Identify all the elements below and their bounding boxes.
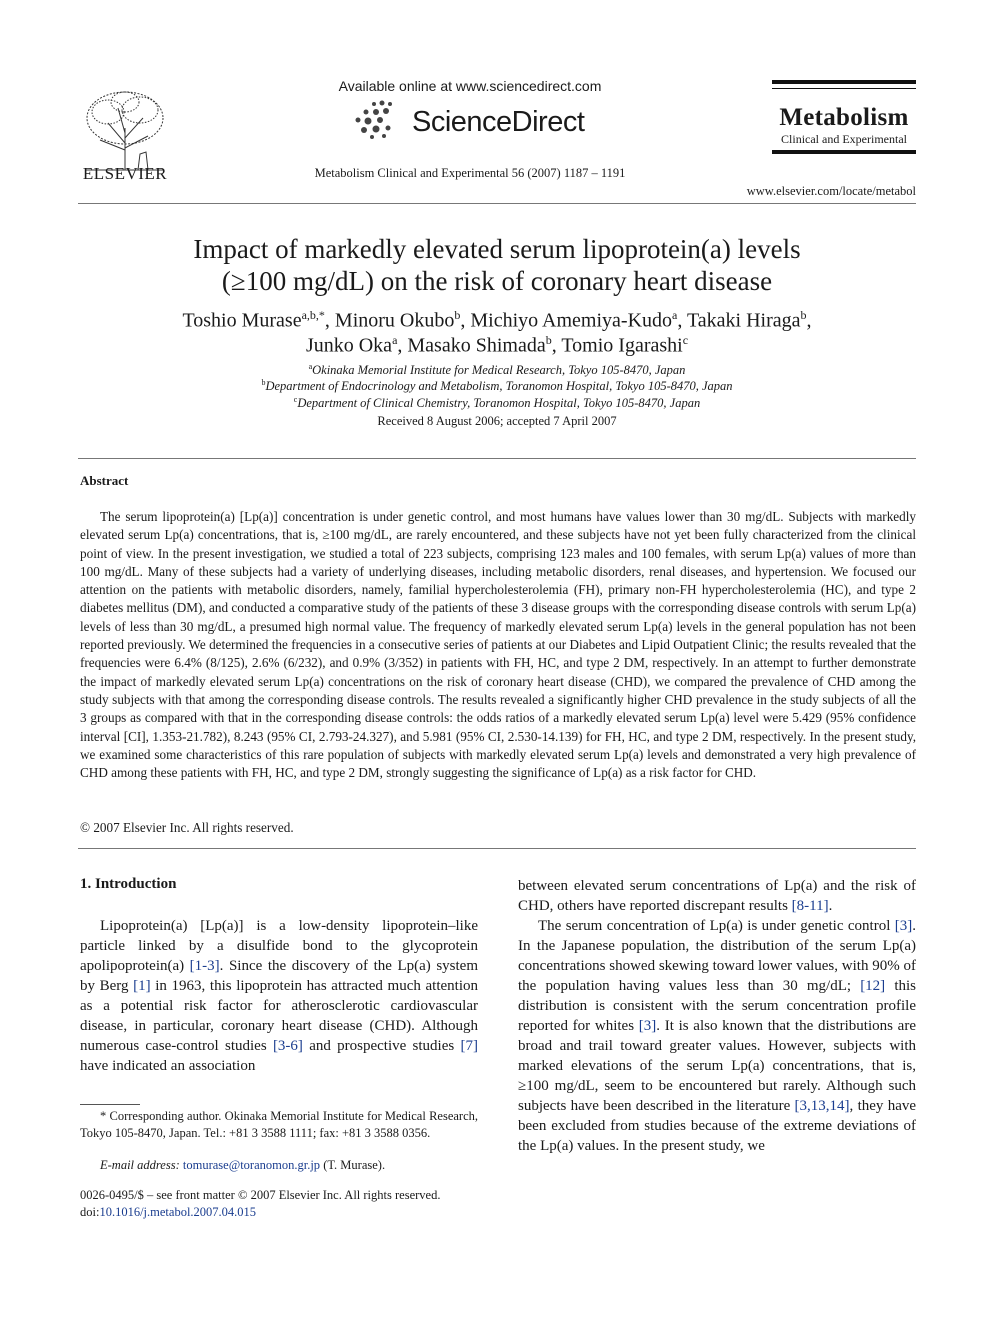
citation-link[interactable]: [3] <box>638 1018 657 1034</box>
author-affiliation-marker[interactable]: b <box>545 333 552 347</box>
paragraph: Lipoprotein(a) [Lp(a)] is a low-density lipoprotein–like particle linked by a disulfide bond to the glycoprotein apolipoprotein(a) [1-3]. Since the discovery of the Lp(a) system by Berg [1] in 1963, this lipoprotein has attracted much attention as a potential risk factor for atherosclerotic cardiovascular disease, in particular, coronary heart disease (CHD). Although numerous case-control studies [3-6] and prospective studies [7] have indicated an association <box>80 918 478 1074</box>
article-title-line-2: (≥100 mg/dL) on the risk of coronary heart disease <box>221 266 773 296</box>
citation-link[interactable]: [3] <box>894 918 913 934</box>
copyright-notice: © 2007 Elsevier Inc. All rights reserved. <box>80 820 294 835</box>
citation-link[interactable]: [8-11] <box>791 898 829 914</box>
header-divider <box>78 203 916 204</box>
citation-link[interactable]: [1] <box>133 978 151 994</box>
sciencedirect-dots-icon <box>352 98 412 140</box>
author-name: Tomio Igarashi <box>561 334 683 357</box>
footnote-divider <box>80 1104 140 1105</box>
email-link[interactable]: tomurase@toranomon.gr.jp <box>182 1158 321 1172</box>
doi-line: doi:10.1016/j.metabol.2007.04.015 <box>80 1205 257 1219</box>
authors-line-1: Toshio Murase$^{a,b,*}$, Minoru Okubo$^b$, Michiyo Amemiya-Kudo$^a$, Takaki Hiraga$^b$, <box>182 308 812 332</box>
author-name: Michiyo Amemiya-Kudo <box>470 309 673 332</box>
author-name: Minoru Okubo <box>334 309 455 332</box>
author-affiliation-marker[interactable]: a,b,* <box>301 308 325 322</box>
abstract-divider-top <box>78 458 916 459</box>
author-name: Toshio Murase <box>182 309 302 332</box>
publisher-name: ELSEVIER <box>82 164 168 183</box>
author-name: Takaki Hiraga <box>686 309 801 332</box>
paragraph: between elevated serum concentrations of Lp(a) and the risk of CHD, others have reported discrepant results [8-11]. <box>518 878 916 914</box>
body-column-left <box>80 916 478 1076</box>
abstract-text: The serum lipoprotein(a) [Lp(a)] concentration is under genetic control, and most humans have values lower than 30 mg/dL. Subjects with markedly elevated serum Lp(a) concentrations, that is, ≥100 mg/dL, are rarely encountered, and these subjects have not yet been fully characterized from the clinical point of view. In the present investigation, we studied a total of 223 subjects, comprising 123 males and 100 females, with serum Lp(a) values of more than 100 mg/dL. Many of these subjects had a variety of underlying diseases, including metabolic disorders, renal diseases, and hypertension. We focused our attention on the patients with metabolic disorders, namely, familial hypercholesterolemia (FH), primary non-FH hypercholesterolemia (HC), and type 2 diabetes mellitus (DM), and conducted a comparative study of the patients of these 3 disease groups with the corresponding disease controls with serum Lp(a) levels of less than 30 mg/dL, a presumed high normal value. The frequency of markedly elevated serum Lp(a) levels in the general population has not been reported previously. We determined the frequencies in a consecutive series of patients at our Diabetes and Lipid Outpatient Clinic; the results revealed that the frequencies were 6.4% (8/125), 2.6% (6/232), and 0.9% (3/352) in patients with FH, HC, and type 2 DM, respectively. In an attempt to further demonstrate the impact of markedly elevated serum Lp(a) concentrations on the risk of coronary heart disease (CHD), we compared the prevalence of CHD among the study subjects with that among the corresponding disease controls. The results revealed a significantly higher CHD prevalence in the study subjects of all the 3 groups as compared with that in the corresponding disease controls: the odds ratios of a markedly elevated serum Lp(a) level were 5.429 (95% confidence interval [CI], 1.353-21.782), 8.243 (95% CI, 2.793-24.327), and 5.981 (95% CI, 2.530-14.139) for FH, HC, and type 2 DM, respectively. In the present study, we examined some characteristics of this rare population of subjects with markedly elevated serum Lp(a) levels and demonstrated a very high prevalence of CHD among these patients with FH, HC, and type 2 DM, strongly suggesting the significance of Lp(a) as a risk factor for CHD. <box>80 509 916 781</box>
author-name: Junko Oka <box>305 334 393 357</box>
journal-logo-rule <box>772 80 916 84</box>
received-dates: Received 8 August 2006; accepted 7 April 2007 <box>377 414 617 428</box>
body-column-right <box>518 876 916 1156</box>
doi-link[interactable]: 10.1016/j.metabol.2007.04.015 <box>99 1205 257 1219</box>
citation-link[interactable]: [1-3] <box>189 958 220 974</box>
citation-link[interactable]: [3,13,14] <box>794 1098 850 1114</box>
author-affiliation-marker[interactable]: a <box>392 333 398 347</box>
author-affiliation-marker[interactable]: b <box>454 308 461 322</box>
author-affiliation-marker[interactable]: a <box>672 308 678 322</box>
journal-logo-rule <box>772 150 916 154</box>
citation-link[interactable]: [3-6] <box>272 1038 303 1054</box>
citation-link[interactable]: [7] <box>460 1038 478 1054</box>
author-name: Masako Shimada <box>407 334 546 357</box>
journal-logo-subtitle: Clinical and Experimental <box>781 132 907 146</box>
affiliation-c: $^c$Department of Clinical Chemistry, Toranomon Hospital, Tokyo 105-8470, Japan <box>293 395 701 411</box>
email-footnote: E-mail address: tomurase@toranomon.gr.jp (T. Murase). <box>100 1158 386 1172</box>
journal-url-link[interactable]: www.elsevier.com/locate/metabol <box>746 184 916 198</box>
journal-logo-title: Metabolism <box>779 104 909 131</box>
affiliation-b: $^b$Department of Endocrinology and Metabolism, Toranomon Hospital, Tokyo 105-8470, Japan <box>261 378 733 394</box>
paragraph: The serum concentration of Lp(a) is under genetic control [3]. In the Japanese population, the distribution of the serum Lp(a) concentrations showed skewing toward lower values, with 90% of the population having values less than 30 mg/dL; [12] this distribution is consistent with the serum concentration profile reported for whites [3]. It is also known that the distributions are broad and trail toward greater values. However, subjects with marked elevations of the serum Lp(a) concentrations, that is, ≥100 mg/dL, seem to be encountered but rarely. Although such subjects have been described in the literature [3,13,14], they have been excluded from studies because of the extreme deviations of the Lp(a) values. In the present study, we <box>518 918 917 1154</box>
author-affiliation-marker[interactable]: c <box>682 333 689 347</box>
journal-logo-rule <box>772 88 916 89</box>
issn-line: 0026-0495/$ – see front matter © 2007 Elsevier Inc. All rights reserved. <box>80 1188 441 1202</box>
abstract-heading: Abstract <box>80 473 129 488</box>
available-online-text[interactable]: Available online at www.sciencedirect.com <box>338 78 602 94</box>
article-title-line-1: Impact of markedly elevated serum lipoprotein(a) levels <box>193 234 801 264</box>
corresponding-author-footnote: * Corresponding author. Okinaka Memorial Institute for Medical Research, Tokyo 105-8470, Japan. Tel.: +81 3 3588 1111; fax: +81 3 3588 0356. <box>80 1109 478 1140</box>
abstract-divider-bottom <box>78 848 916 849</box>
section-heading-introduction: 1. Introduction <box>80 876 177 892</box>
authors-line-2: Junko Oka$^a$, Masako Shimada$^b$, Tomio Igarashi$^c$ <box>305 333 689 357</box>
affiliation-a: $^a$Okinaka Memorial Institute for Medical Research, Tokyo 105-8470, Japan <box>308 362 686 378</box>
citation-link[interactable]: [12] <box>860 978 886 994</box>
sciencedirect-wordmark: ScienceDirect <box>412 106 585 138</box>
author-affiliation-marker[interactable]: b <box>800 308 807 322</box>
journal-citation: Metabolism Clinical and Experimental 56 (2007) 1187 – 1191 <box>314 166 626 180</box>
